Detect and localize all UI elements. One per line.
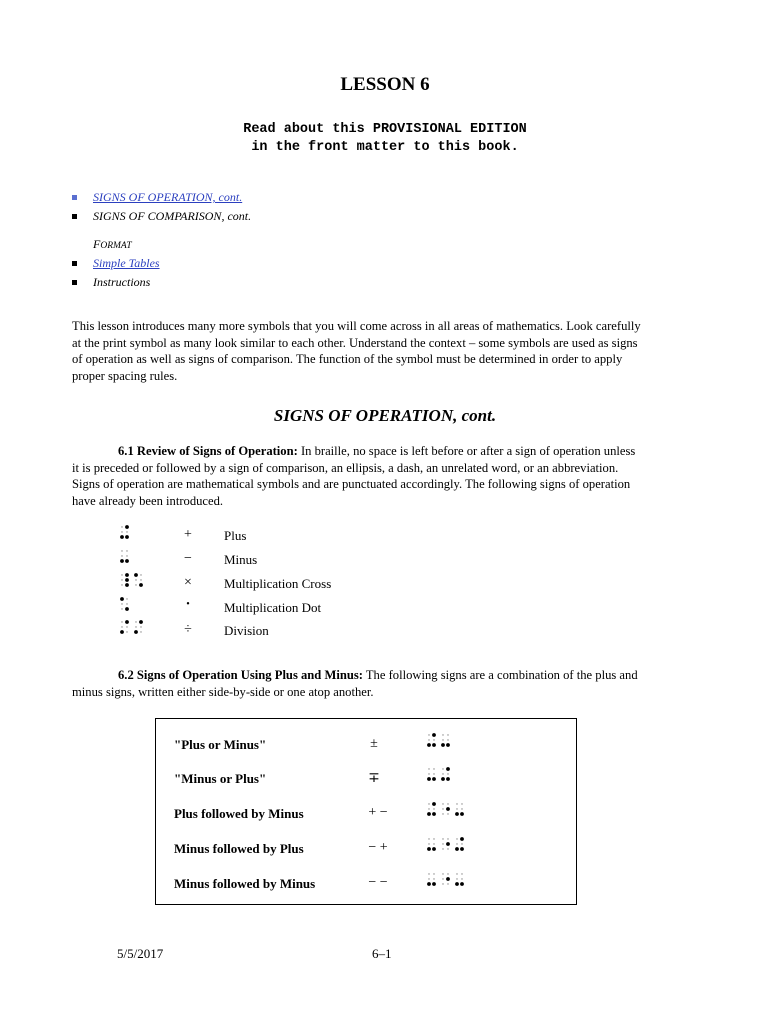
braille-blank [428, 773, 429, 774]
braille-blank [126, 626, 127, 627]
bullet-icon [72, 280, 77, 285]
bullet-icon [72, 195, 77, 200]
braille-blank [121, 555, 122, 556]
review-line: Signs of operation are mathematical symbols and are punctuated accordingly. The following signs of operation [72, 477, 631, 491]
braille-blank [456, 808, 457, 809]
braille-blank [140, 631, 141, 632]
intro-line: proper spacing rules. [72, 368, 178, 383]
section-heading: SIGNS OF OPERATION, cont. [273, 406, 497, 425]
braille-blank [121, 526, 122, 527]
braille-dot [125, 620, 129, 624]
braille-blank [135, 621, 136, 622]
braille-dot-icon [120, 597, 160, 613]
braille-blank [121, 531, 122, 532]
braille-blank [442, 848, 443, 849]
bullet-icon [72, 214, 77, 219]
footer-date: 5/5/2017 [117, 946, 164, 961]
braille-dot [455, 847, 459, 851]
sign-name-division: Division [224, 623, 269, 638]
braille-dot [441, 743, 445, 747]
braille-dot [432, 882, 436, 886]
braille-minus-minus-icon [427, 872, 487, 888]
braille-blank [456, 838, 457, 839]
braille-division-icon [120, 620, 160, 636]
braille-blank [442, 878, 443, 879]
plusminus-heading: 6.2 Signs of Operation Using Plus and Minus: [118, 668, 363, 682]
toc-item-instructions [93, 275, 150, 290]
braille-dot [120, 559, 124, 563]
braille-blank [433, 873, 434, 874]
braille-blank [442, 808, 443, 809]
braille-blank [121, 608, 122, 609]
review-paragraph [72, 443, 698, 509]
combo-print-minus-or-plus: ∓ [368, 771, 380, 786]
combo-label-plus-minus: Plus followed by Minus [174, 806, 304, 821]
toc-item-signs-comparison [93, 209, 251, 224]
braille-blank [447, 739, 448, 740]
braille-dot [432, 743, 436, 747]
braille-blank [433, 843, 434, 844]
braille-blank [140, 579, 141, 580]
braille-blank [461, 843, 462, 844]
braille-dot [446, 807, 450, 811]
braille-blank [461, 878, 462, 879]
braille-blank [447, 773, 448, 774]
braille-blank [447, 734, 448, 735]
braille-blank [428, 734, 429, 735]
braille-dot [134, 630, 138, 634]
braille-dot [432, 802, 436, 806]
sign-name-plus: Plus [224, 528, 247, 543]
braille-blank [428, 739, 429, 740]
braille-dot [134, 573, 138, 577]
braille-dot [120, 597, 124, 601]
braille-blank [442, 838, 443, 839]
braille-minus-plus-icon [427, 837, 487, 853]
combo-print-plus-minus: + − [368, 805, 388, 820]
format-heading-rest: ORMAT [100, 241, 132, 251]
braille-minus-or-plus-icon [427, 767, 487, 783]
braille-dot [446, 877, 450, 881]
braille-blank [121, 550, 122, 551]
sign-print-cross: × [184, 575, 192, 590]
braille-blank [447, 803, 448, 804]
combo-label-plus-or-minus: "Plus or Minus" [174, 737, 267, 752]
braille-blank [428, 873, 429, 874]
braille-blank [456, 843, 457, 844]
format-heading-initial: F [93, 237, 101, 251]
braille-blank [428, 838, 429, 839]
braille-blank [447, 838, 448, 839]
toc-item-signs-operation[interactable] [93, 190, 242, 205]
braille-plus-or-minus-icon [427, 733, 487, 749]
braille-blank [433, 808, 434, 809]
braille-blank [456, 878, 457, 879]
braille-blank [456, 873, 457, 874]
provisional-notice-line2: in the front matter to this book. [251, 140, 519, 155]
braille-blank [121, 574, 122, 575]
toc-link-signs-operation[interactable]: SIGNS OF OPERATION, cont. [93, 190, 243, 204]
braille-blank [428, 768, 429, 769]
braille-blank [126, 531, 127, 532]
braille-dot [432, 733, 436, 737]
format-heading [93, 237, 132, 252]
braille-blank [442, 813, 443, 814]
braille-dot [125, 607, 129, 611]
combo-print-minus-plus: − + [368, 840, 388, 855]
braille-blank [428, 803, 429, 804]
braille-blank [461, 803, 462, 804]
braille-dot [125, 535, 129, 539]
braille-blank [121, 603, 122, 604]
braille-dot [446, 743, 450, 747]
combo-print-minus-minus: − − [368, 875, 388, 890]
intro-line: at the print symbol as many look similar to each other. Understand the context – some symbols are used as signs [72, 335, 638, 350]
braille-blank [433, 838, 434, 839]
braille-blank [126, 555, 127, 556]
braille-blank [135, 584, 136, 585]
braille-dot [446, 842, 450, 846]
toc-label-signs-comparison: SIGNS OF COMPARISON, cont. [93, 209, 252, 223]
braille-blank [433, 773, 434, 774]
toc-link-simple-tables[interactable]: Simple Tables [93, 256, 160, 270]
braille-dot [125, 559, 129, 563]
braille-blank [135, 579, 136, 580]
sign-print-division: ÷ [184, 622, 192, 637]
combo-label-minus-minus: Minus followed by Minus [174, 876, 316, 891]
review-heading: 6.1 Review of Signs of Operation: [118, 444, 298, 458]
braille-blank [442, 873, 443, 874]
braille-blank [121, 584, 122, 585]
braille-dot [446, 767, 450, 771]
braille-blank [428, 843, 429, 844]
plusminus-paragraph [72, 667, 698, 700]
braille-dot [441, 777, 445, 781]
braille-cross-icon [120, 573, 160, 589]
braille-dot [446, 777, 450, 781]
braille-blank [121, 621, 122, 622]
lesson-title: LESSON 6 [340, 74, 430, 95]
braille-blank [126, 550, 127, 551]
braille-dot [455, 882, 459, 886]
braille-dot [120, 630, 124, 634]
braille-plus-minus-icon [427, 802, 487, 818]
braille-dot [125, 583, 129, 587]
braille-blank [442, 773, 443, 774]
braille-blank [442, 734, 443, 735]
sign-print-dot: • [186, 599, 190, 610]
toc-label-instructions: Instructions [93, 275, 151, 289]
braille-dot [125, 525, 129, 529]
braille-blank [456, 803, 457, 804]
review-line: In braille, no space is left before or after a sign of operation unless [297, 444, 636, 458]
braille-blank [442, 768, 443, 769]
braille-dot [139, 620, 143, 624]
braille-blank [461, 808, 462, 809]
braille-dot [125, 573, 129, 577]
braille-plus-icon [120, 525, 160, 541]
braille-dot [460, 882, 464, 886]
braille-blank [447, 873, 448, 874]
braille-dot [427, 812, 431, 816]
sign-print-plus: + [184, 527, 192, 542]
braille-blank [442, 803, 443, 804]
braille-blank [447, 883, 448, 884]
braille-blank [121, 579, 122, 580]
braille-blank [433, 878, 434, 879]
intro-line: This lesson introduces many more symbols that you will come across in all areas of mathematics. Look carefully [72, 319, 641, 333]
braille-blank [442, 739, 443, 740]
braille-dot [125, 578, 129, 582]
braille-dot [427, 777, 431, 781]
plusminus-line: minus signs, written either side-by-side or one atop another. [72, 684, 374, 699]
review-line: it is preceded or followed by a sign of comparison, an ellipsis, a dash, an unrelated word, or an abbreviation. [72, 460, 619, 475]
braille-dot [139, 583, 143, 587]
braille-dot [427, 882, 431, 886]
braille-dot [427, 847, 431, 851]
braille-blank [433, 768, 434, 769]
braille-dot [460, 847, 464, 851]
review-line: have already been introduced. [72, 493, 224, 508]
braille-blank [447, 848, 448, 849]
braille-dot [432, 847, 436, 851]
braille-blank [428, 878, 429, 879]
braille-blank [135, 626, 136, 627]
sign-name-cross: Multiplication Cross [224, 576, 332, 591]
braille-dot [432, 812, 436, 816]
intro-line: of operation as well as signs of comparison. The function of the symbol must be determined in order to apply [72, 352, 623, 366]
braille-dot [455, 812, 459, 816]
braille-blank [126, 603, 127, 604]
braille-blank [126, 598, 127, 599]
braille-blank [461, 873, 462, 874]
braille-dot [460, 837, 464, 841]
combo-label-minus-plus: Minus followed by Plus [174, 841, 304, 856]
braille-blank [447, 813, 448, 814]
provisional-notice-line1: Read about this PROVISIONAL EDITION [243, 122, 527, 137]
braille-blank [433, 739, 434, 740]
combo-print-plus-or-minus: ± [370, 736, 378, 751]
braille-dot [120, 535, 124, 539]
footer-page-number: 6–1 [372, 946, 392, 961]
intro-paragraph [72, 318, 698, 384]
sign-print-minus: − [184, 551, 192, 566]
braille-minus-icon [120, 549, 160, 565]
braille-dot [432, 777, 436, 781]
braille-blank [126, 631, 127, 632]
sign-name-dot: Multiplication Dot [224, 600, 322, 615]
braille-blank [442, 843, 443, 844]
braille-blank [140, 626, 141, 627]
braille-dot [460, 812, 464, 816]
toc-item-simple-tables[interactable] [93, 256, 160, 271]
braille-blank [442, 883, 443, 884]
combo-label-minus-or-plus: "Minus or Plus" [174, 771, 267, 786]
sign-name-minus: Minus [224, 552, 258, 567]
braille-blank [140, 574, 141, 575]
bullet-icon [72, 261, 77, 266]
braille-dot [427, 743, 431, 747]
plusminus-line: The following signs are a combination of the plus and [362, 668, 638, 682]
braille-blank [121, 626, 122, 627]
braille-blank [428, 808, 429, 809]
